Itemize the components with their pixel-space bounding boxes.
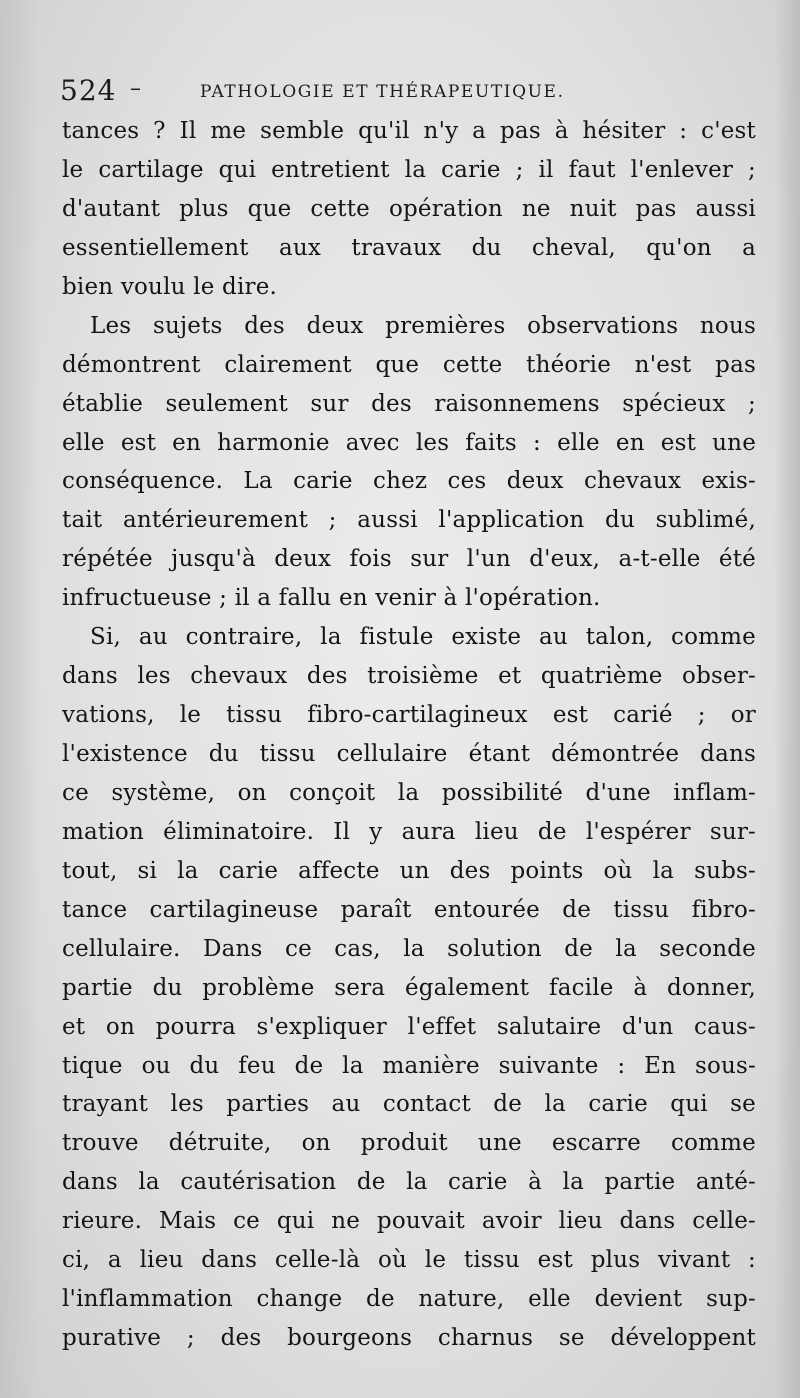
text-line: tance cartilagineuse paraît entourée de tissu fibro- bbox=[62, 896, 756, 923]
text-line: ce système, on conçoit la possibilité d'une inflam- bbox=[62, 779, 756, 806]
text-line: et on pourra s'expliquer l'effet salutaire d'un caus- bbox=[62, 1013, 756, 1040]
text-line: tait antérieurement ; aussi l'application du sublimé, bbox=[62, 507, 756, 534]
paragraph-start: Les sujets des deux premières observations nous bbox=[90, 312, 756, 339]
page-header bbox=[60, 74, 760, 110]
text-line: bien voulu le dire. bbox=[62, 273, 278, 300]
text-line: tique ou du feu de la manière suivante : En sous- bbox=[62, 1052, 756, 1079]
text-line: d'autant plus que cette opération ne nuit pas aussi bbox=[62, 195, 756, 222]
text-line: trouve détruite, on produit une escarre comme bbox=[62, 1130, 756, 1157]
text-line: ci, a lieu dans celle-là où le tissu est plus vivant : bbox=[62, 1247, 756, 1274]
text-line: l'existence du tissu cellulaire étant démontrée dans bbox=[62, 741, 756, 767]
text-line: dans la cautérisation de la carie à la partie anté- bbox=[62, 1169, 756, 1196]
page-gutter-shadow bbox=[0, 0, 40, 1398]
paragraph-start: Si, au contraire, la fistule existe au talon, comme bbox=[90, 624, 756, 651]
text-line: l'inflammation change de nature, elle devient sup- bbox=[62, 1286, 756, 1313]
text-line: vations, le tissu fibro-cartilagineux est carié ; or bbox=[62, 702, 756, 729]
text-line: purative ; des bourgeons charnus se développent bbox=[62, 1325, 756, 1352]
text-line: tances ? Il me semble qu'il n'y a pas à hésiter : c'est bbox=[62, 118, 756, 144]
text-line: trayant les parties au contact de la carie qui se bbox=[62, 1091, 756, 1118]
page-number: 524 bbox=[60, 74, 117, 107]
text-line: conséquence. La carie chez ces deux chevaux exis- bbox=[62, 468, 756, 495]
text-line: rieure. Mais ce qui ne pouvait avoir lieu dans celle- bbox=[62, 1208, 756, 1235]
text-line: démontrent clairement que cette théorie n'est pas bbox=[62, 351, 756, 378]
header-separator: – bbox=[130, 76, 141, 101]
text-line: dans les chevaux des troisième et quatrième obser- bbox=[62, 663, 756, 690]
running-head: PATHOLOGIE ET THÉRAPEUTIQUE. bbox=[200, 82, 565, 102]
page-edge-shadow bbox=[774, 0, 800, 1398]
text-line: le cartilage qui entretient la carie ; il faut l'enlever ; bbox=[62, 156, 756, 183]
text-line: infructueuse ; il a fallu en venir à l'opération. bbox=[62, 585, 601, 612]
body-text bbox=[62, 112, 756, 1358]
text-line: cellulaire. Dans ce cas, la solution de la seconde bbox=[62, 935, 756, 962]
text-line: tout, si la carie affecte un des points où la subs- bbox=[62, 857, 756, 884]
text-line: mation éliminatoire. Il y aura lieu de l'espérer sur- bbox=[62, 818, 756, 845]
text-line: essentiellement aux travaux du cheval, qu'on a bbox=[62, 234, 756, 261]
text-line: répétée jusqu'à deux fois sur l'un d'eux, a-t-elle été bbox=[62, 546, 756, 573]
text-line: partie du problème sera également facile à donner, bbox=[62, 974, 756, 1001]
text-line: elle est en harmonie avec les faits : elle en est une bbox=[62, 429, 756, 456]
text-line: établie seulement sur des raisonnemens spécieux ; bbox=[62, 390, 756, 417]
